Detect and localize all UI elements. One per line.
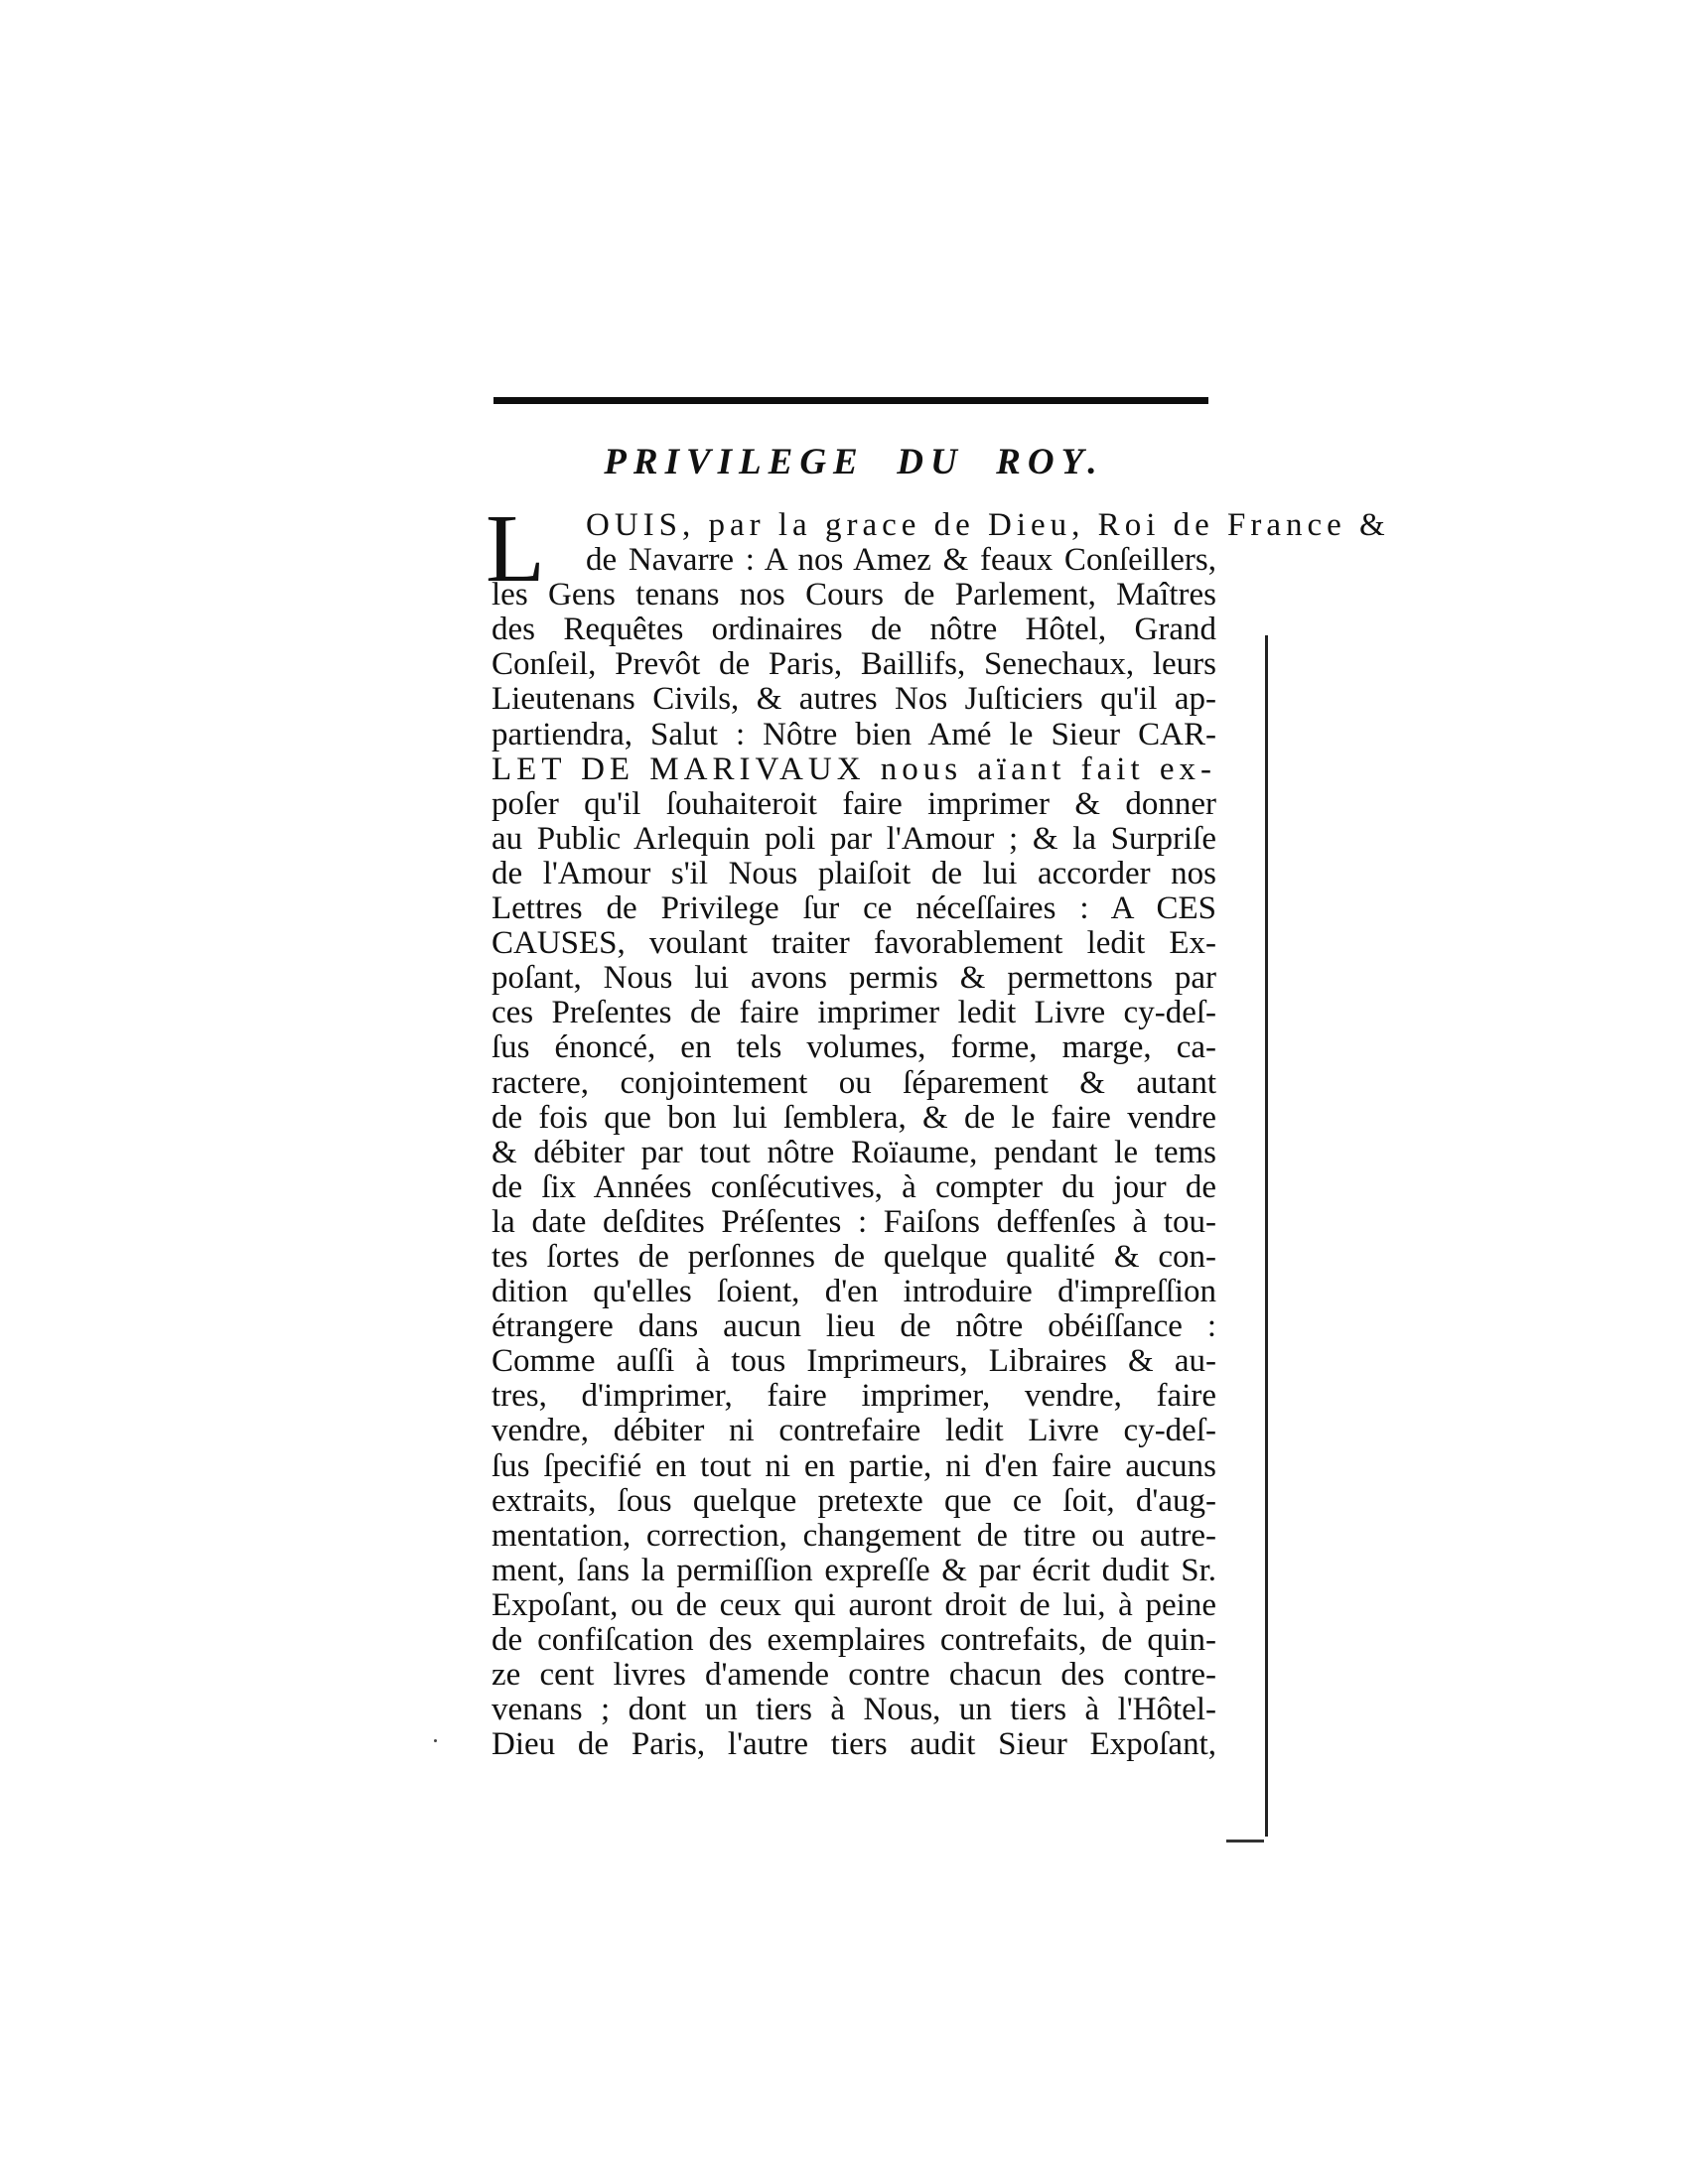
text-line: de fois que bon lui ſemblera, & de le faire vendre: [492, 1099, 1216, 1136]
top-rule: [493, 397, 1208, 404]
text-line: ſus énoncé, en tels volumes, forme, marge, ca-: [492, 1029, 1216, 1066]
text-line: de l'Amour s'il Nous plaiſoit de lui accorder nos: [492, 855, 1216, 891]
text-line: LET DE MARIVAUX nous aïant fait ex-: [492, 751, 1216, 787]
text-line: des Requêtes ordinaires de nôtre Hôtel, Grand: [492, 612, 1216, 648]
text-line: vendre, débiter ni contrefaire ledit Livre cy-deſ-: [492, 1413, 1216, 1449]
text-line: ractere, conjointement ou ſéparement & autant: [492, 1064, 1216, 1101]
text-line: poſer qu'il ſouhaiteroit faire imprimer & donner: [492, 785, 1216, 822]
text-line: ment, ſans la permiſſion expreſſe & par écrit dudit Sr.: [492, 1552, 1216, 1588]
text-line: ces Preſentes de faire imprimer ledit Livre cy-deſ-: [492, 995, 1216, 1031]
text-line: de Navarre : A nos Amez & feaux Conſeillers,: [586, 542, 1216, 579]
text-line: & débiter par tout nôtre Roïaume, pendant le tems: [492, 1134, 1216, 1170]
text-line: Lieutenans Civils, & autres Nos Juſticiers qu'il ap-: [492, 681, 1216, 718]
text-line: Comme auſſi à tous Imprimeurs, Libraires & au-: [492, 1343, 1216, 1380]
text-line: poſant, Nous lui avons permis & permettons par: [492, 960, 1216, 997]
text-line: dition qu'elles ſoient, d'en introduire d'impreſſion: [492, 1274, 1216, 1310]
drop-cap: L: [486, 495, 545, 603]
text-line: CAUSES, voulant traiter favorablement ledit Ex-: [492, 925, 1216, 962]
text-line: Conſeil, Prevôt de Paris, Baillifs, Senechaux, leurs: [492, 646, 1216, 683]
text-line: mentation, correction, changement de titre ou autre-: [492, 1517, 1216, 1554]
text-line: de ſix Années conſécutives, à compter du jour de: [492, 1168, 1216, 1205]
text-line: ze cent livres d'amende contre chacun des contre-: [492, 1657, 1216, 1694]
privilege-page: [486, 397, 1390, 1763]
page-edge-mark: [1226, 1840, 1264, 1843]
text-line: de confiſcation des exemplaires contrefaits, de quin-: [492, 1622, 1216, 1658]
privilege-text: [486, 495, 1390, 1763]
text-line: OUIS, par la grace de Dieu, Roi de France &: [586, 507, 1390, 543]
text-line: venans ; dont un tiers à Nous, un tiers à l'Hôtel-: [492, 1692, 1216, 1728]
text-line: étrangere dans aucun lieu de nôtre obéiſſance :: [492, 1308, 1216, 1345]
page-title: PRIVILEGE DU ROY.: [604, 442, 1104, 482]
text-line: les Gens tenans nos Cours de Parlement, Maîtres: [492, 577, 1216, 614]
text-line: tres, d'imprimer, faire imprimer, vendre, faire: [492, 1378, 1216, 1415]
text-line: Lettres de Privilege ſur ce néceſſaires : A CES: [492, 890, 1216, 927]
text-line: Dieu de Paris, l'autre tiers audit Sieur Expoſant,: [492, 1726, 1216, 1763]
text-line: au Public Arlequin poli par l'Amour ; & la Surpriſe: [492, 820, 1216, 857]
text-line: partiendra, Salut : Nôtre bien Amé le Sieur CAR-: [492, 716, 1216, 752]
text-line: ſus ſpecifié en tout ni en partie, ni d'en faire aucuns: [492, 1447, 1216, 1484]
text-line: extraits, ſous quelque pretexte que ce ſoit, d'aug-: [492, 1482, 1216, 1519]
text-line: la date deſdites Préſentes : Faiſons deffenſes à tou-: [492, 1203, 1216, 1240]
page-edge-mark: [1245, 635, 1268, 1837]
ink-speck: [434, 1739, 437, 1742]
text-line: Expoſant, ou de ceux qui auront droit de lui, à peine: [492, 1586, 1216, 1623]
text-line: tes ſortes de perſonnes de quelque qualité & con-: [492, 1238, 1216, 1275]
